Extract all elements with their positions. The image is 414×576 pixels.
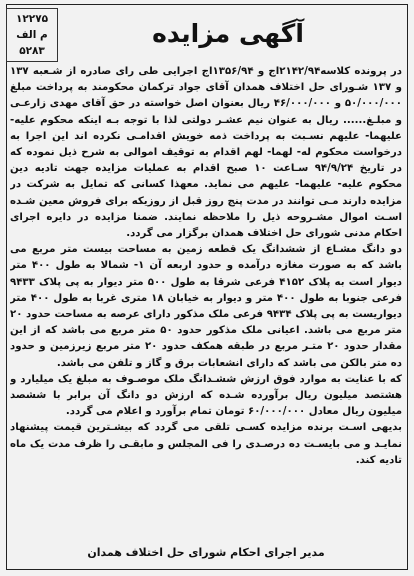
- paragraph-valuation: که با عنایت به موارد فوق ارزش ششـدانگ ملک موصـوف به مبلغ یک میلیارد و هشتصد میلیون ریال برآورده شـده که ارزش دو دانگ آن برابر با ششصد میلیون ریال معادل ۶۰/۰۰۰/۰۰۰ تومان تمام برآورد و اعلام می گردد.: [10, 373, 402, 418]
- signature-line: مدیر اجرای احکام شورای حل اختلاف همدان: [87, 546, 325, 559]
- title-band: [62, 10, 394, 56]
- reference-box: [6, 8, 58, 62]
- notice-body: [10, 64, 402, 554]
- reference-label: م الف: [16, 29, 48, 41]
- paragraph-payment-terms: بدیهی اسـت برنده مزایده کسـی تلقی می گردد که بیشـترین قیمت پیشنهاد نمایـد و می بایسـت ده درصـدی را فی المجلس و مابقـی را ظرف مدت یک ماه تادیه کند.: [10, 422, 402, 466]
- page-title: آگهی مزایده: [152, 18, 304, 48]
- paragraph-case-details: در پرونده کلاسه۲۱۴۲/۹۴اج و ۱۳۵۶/۹۴اج اجرایی طی رای صادره از شـعبه ۱۳۷ و ۱۳۷ شـورای حل اختلاف همدان آقای جواد ترکمان محکومند به پرداخت مبلغ ۵۰/۰۰۰/۰۰۰ و ۴۶/۰۰۰/۰۰۰ ریال بعنوان اصل خواسته در حق آقای مهدی زارعـی و مبلـغ...... ریال به عنوان نیم عشـر دولتی لذا با توجه بـه اینکه محکوم علیه- علیهما- علیهم نسـبت به پرداخت ذمه خویش اقدامـی نکرده اند این اجرا به درخواست محکوم له- لهما- لهم اقدام به توقیف اموالی به شرح ذیل نموده که در تاریخ ۹۴/۹/۲۴ سـاعت ۱۰ صبح اقدام به عملیات مزایده جهت تادیه دین محکوم علیه- علیهما- علیهم می نماید. معهذا کسانی که تمایل به شرکت در مزایده دارند مـی توانند در مدت پنج روز قبل از روزیکه برای فروش معین شـده اسـت اموال مشـروحه ذیل را ملاحظه نمایند. ضمنا مزایده در دایره اجرای احکام مدنی شورای حل اختلاف همدان برگزار می گردد.: [10, 66, 402, 240]
- reference-number: ۱۲۲۷۵: [15, 13, 49, 25]
- paragraph-property-description: دو دانگ مشـاع از ششدانگ یک قطعه زمین به مساحت بیست متر مربع می باشد که به صورت مغازه درآمده و حدود اربعه آن ۱- شمالا به طول ۴۰۰ متر دیوار است به پلاک ۴۱۵۲ فرعی شرقا به طول ۵۰۰ متر دیوار به پی پلاک ۹۴۳۳ فرعی جنوبا به طول ۴۰۰ متر و دیوار به خیابان ۱۸ متری غربا به طول ۴۰۰ متر دیواریست به پی پلاک ۹۴۳۴ فرعی ملک مذکور دارای عرصه به مساحت حدود ۲۰ متر مربع می باشد. اعیانی ملک مذکور حدود ۵۰ متر مربع می باشد که از این مقدار حدود ۲۰ متـر مربع در طبقه همکف حدود ۲۰ متر مربع زیرزمین و حدود ده متر بالکن می باشد که دارای انشعابات برق و گاز و تلفن می باشد.: [10, 244, 402, 369]
- reference-code: ۵۲۸۳: [19, 45, 45, 57]
